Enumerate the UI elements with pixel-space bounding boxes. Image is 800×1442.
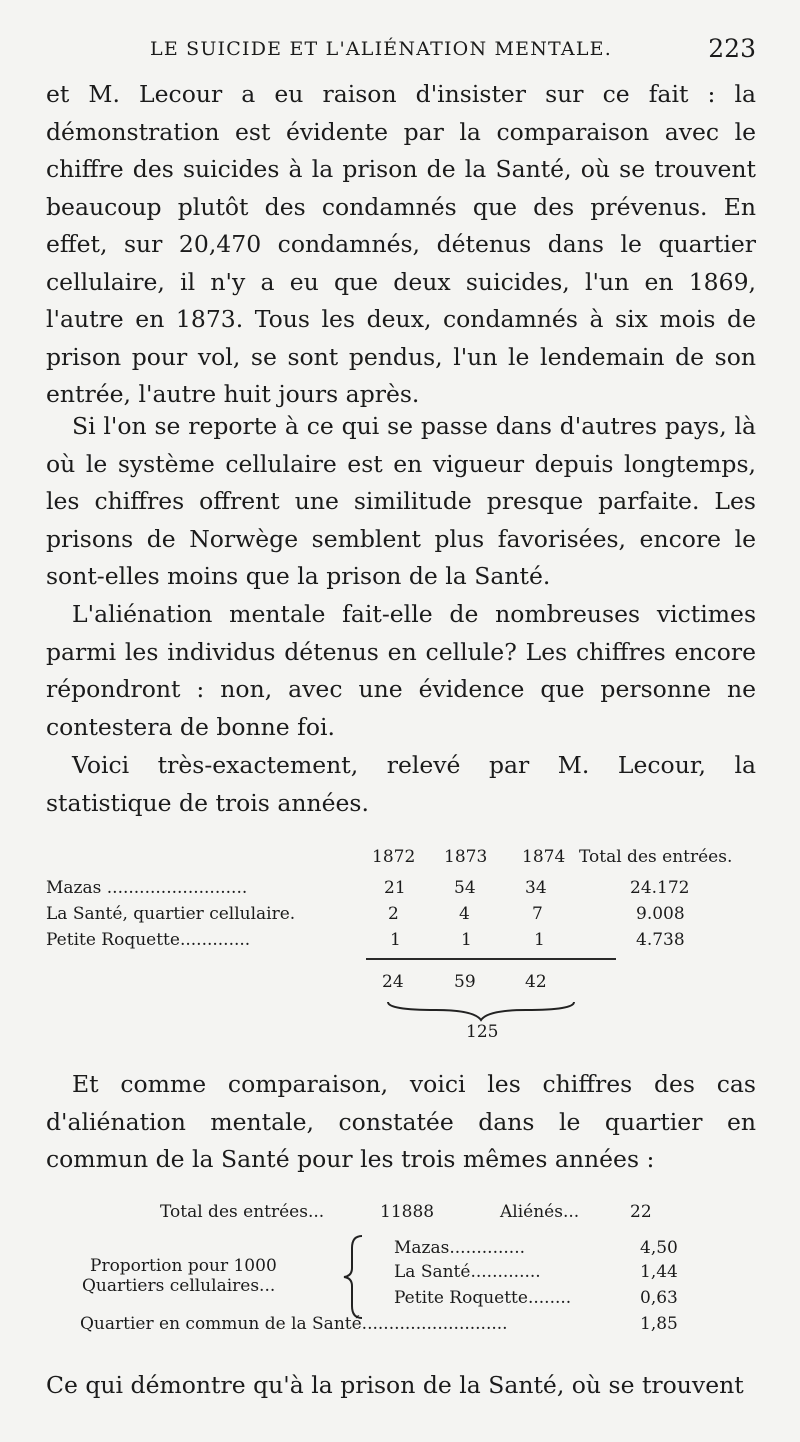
column-header-1874: 1874: [522, 847, 566, 867]
proportion-brace: [342, 1234, 366, 1320]
total-entrees-value: 11888: [380, 1202, 435, 1222]
grand-total: 125: [466, 1022, 499, 1042]
paragraph-6: Ce qui démontre qu'à la prison de la Santé, où se trouvent: [46, 1371, 744, 1399]
statistics-table: [46, 842, 756, 1042]
sum-1874: 42: [525, 972, 547, 992]
sum-rule: [366, 958, 616, 960]
paragraph-3: L'aliénation mentale fait-elle de nombreuses victimes parmi les individus détenus en cellule? Les chiffres encore répondront : non, avec une évidence que personne ne contestera de bonne foi.: [46, 600, 756, 741]
sum-1872: 24: [382, 972, 404, 992]
proportion-label: Proportion pour 1000: [90, 1256, 277, 1276]
sante-1873: 4: [459, 904, 470, 924]
sum-1873: 59: [454, 972, 476, 992]
proportion-row-mazas: Mazas..............: [394, 1238, 526, 1258]
proportion-sublabel: Quartiers cellulaires...: [82, 1276, 276, 1296]
total-brace: [386, 998, 576, 1022]
sante-1874: 7: [532, 904, 543, 924]
commun-value: 1,85: [640, 1314, 678, 1334]
paragraph-5: Et comme comparaison, voici les chiffres des cas d'aliénation mentale, constatée dans le quartier en commun de la Santé pour les trois mêmes années :: [46, 1070, 756, 1173]
paragraph-2: Si l'on se reporte à ce qui se passe dans d'autres pays, là où le système cellulaire est en vigueur depuis longtemps, les chiffres offrent une similitude presque parfaite. Les prisons de Norwège semblent plus favorisées, encore le sont-elles moins que la prison de la Santé.: [46, 412, 756, 590]
column-header-1873: 1873: [444, 847, 488, 867]
running-header: [46, 34, 756, 70]
commun-label: Quartier en commun de la Santé...........................: [80, 1314, 508, 1334]
alienes-label: Aliénés...: [500, 1202, 580, 1222]
column-header-1872: 1872: [372, 847, 416, 867]
proportion-mazas-value: 4,50: [640, 1238, 678, 1258]
alienes-value: 22: [630, 1202, 652, 1222]
running-title: LE SUICIDE ET L'ALIÉNATION MENTALE.: [150, 38, 612, 60]
paragraph-4: Voici très-exactement, relevé par M. Lecour, la statistique de trois années.: [46, 751, 756, 817]
roquette-1874: 1: [534, 930, 545, 950]
mazas-total: 24.172: [630, 878, 690, 898]
proportion-row-roquette: Petite Roquette........: [394, 1288, 572, 1308]
sante-1872: 2: [388, 904, 399, 924]
roquette-1872: 1: [390, 930, 401, 950]
total-entrees-label: Total des entrées...: [160, 1202, 325, 1222]
page-number: 223: [708, 34, 756, 63]
paragraph-1: et M. Lecour a eu raison d'insister sur ce fait : la démonstration est évidente par la comparaison avec le chiffre des suicides à la prison de la Santé, où se trouvent beaucoup plutôt des condamnés que des prévenus. En effet, sur 20,470 condamnés, détenus dans le quartier cellulaire, il n'y a eu que deux suicides, l'un en 1869, l'autre en 1873. Tous les deux, condamnés à six mois de prison pour vol, se sont pendus, l'un le lendemain de son entrée, l'autre huit jours après.: [46, 80, 756, 408]
mazas-1872: 21: [384, 878, 406, 898]
roquette-1873: 1: [461, 930, 472, 950]
sante-total: 9.008: [636, 904, 685, 924]
roquette-total: 4.738: [636, 930, 685, 950]
alienation-table: [80, 1196, 760, 1346]
row-label-sante: La Santé, quartier cellulaire.: [46, 904, 296, 924]
row-label-mazas: Mazas ..........................: [46, 878, 248, 898]
row-label-roquette: Petite Roquette.............: [46, 930, 251, 950]
proportion-sante-value: 1,44: [640, 1262, 678, 1282]
proportion-row-sante: La Santé.............: [394, 1262, 541, 1282]
column-header-total: Total des entrées.: [579, 847, 733, 867]
mazas-1874: 34: [525, 878, 547, 898]
proportion-roquette-value: 0,63: [640, 1288, 678, 1308]
mazas-1873: 54: [454, 878, 476, 898]
